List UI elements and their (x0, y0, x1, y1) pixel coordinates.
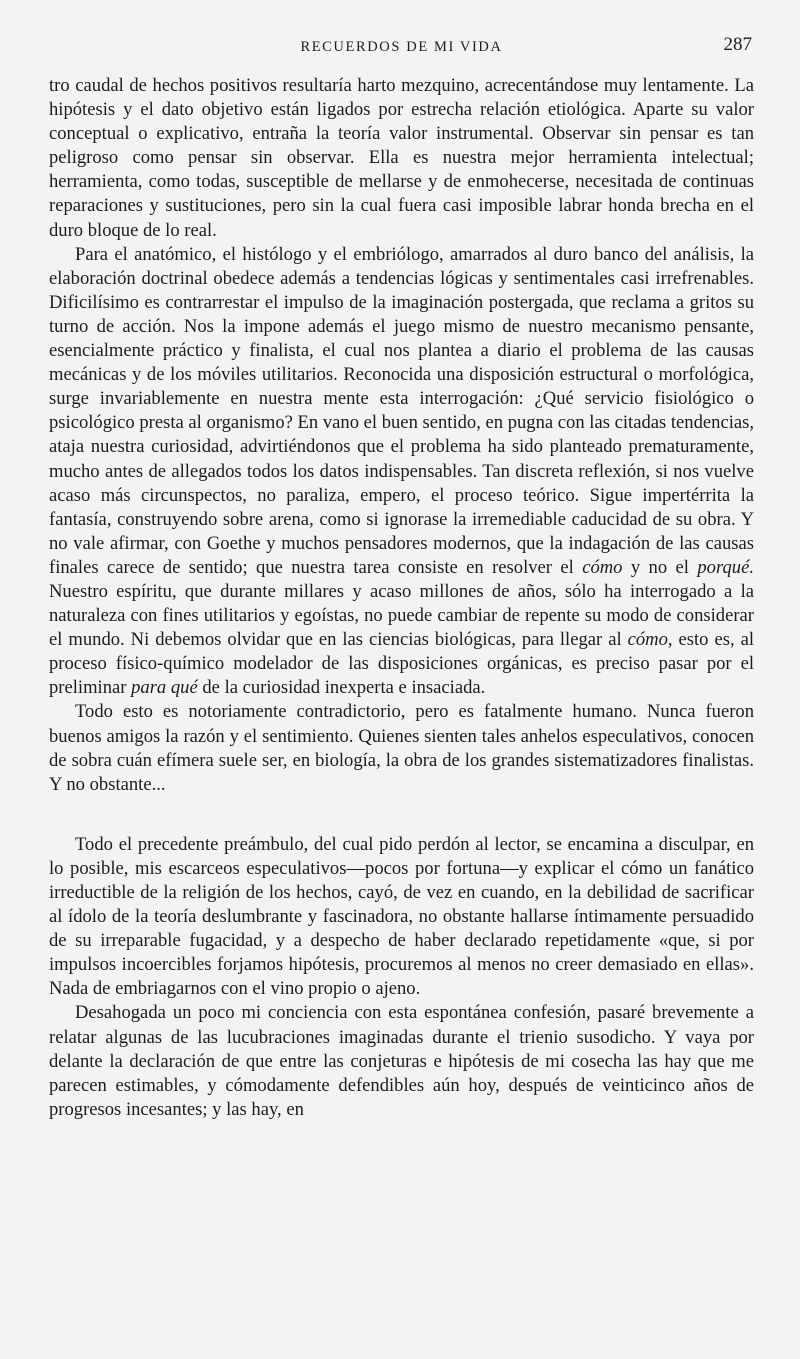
paragraph-p2 (49, 243, 754, 701)
text-segment: Nuestro espíritu, que durante millares y acaso millones de años, sólo ha interrogado a la naturaleza con fines utilitarios y egoístas, no puede cambiar de repente su modo de considerar el mundo. Ni debemos olvidar que en las ciencias biológicas, para llegar al (49, 580, 754, 651)
paragraph-p3 (49, 700, 754, 796)
section-gap (49, 797, 754, 833)
text-segment: esto es, al proceso físico-químico modelador de las disposiciones orgánicas, es preciso pasar por el preliminar (49, 629, 755, 699)
page-number: 287 (723, 34, 752, 55)
running-title: RECUERDOS DE MI VIDA (300, 39, 503, 55)
book-page (0, 34, 800, 1359)
text-segment: tro caudal de hechos positivos resultaría harto mezquino, acrecentándose muy lentamente. La hipótesis y el dato objetivo están ligados por estrecha relación etiológica. Aparte su valor conceptual o explicativo, entraña la teoría valor instrumental. Observar sin pensar es tan peligroso como pensar sin observar. Ella es nuestra mejor herramienta intelectual; herramienta, como todas, susceptible de mellarse y de enmohecerse, necesitada de continuas reparaciones y sustituciones, pero sin la cual fuera casi imposible labrar honda brecha en el duro bloque de lo real. (49, 75, 754, 241)
paragraph-p4 (49, 833, 754, 1002)
paragraph-p1 (49, 74, 754, 243)
text-segment: Todo esto es notoriamente contradictorio, pero es fatalmente humano. Nunca fueron buenos amigos la razón y el sentimiento. Quienes sienten tales anhelos especulativos, conocen de sobra cuán efímera suele ser, en biología, la obra de los grandes sistematizadores finalistas. Y no obstante... (49, 701, 754, 795)
paragraph-p5 (49, 1001, 754, 1121)
text-segment: Todo el precedente preámbulo, del cual pido perdón al lector, se encamina a disculpar, en lo posible, mis escarceos especulativos—pocos por fortuna—y explicar el cómo un fanático irreductible de la religión de los hechos, cayó, de vez en cuando, en la debilidad de sacrificar al ídolo de la teoría deslumbrante y fascinadora, no obstante hallarse íntimamente persuadido de su irreparable fugacidad, y a despecho de haber declarado repetidamente «que, si por impulsos incoercibles forjamos hipótesis, procuremos al menos no creer demasiado en ellas». Nada de embriagarnos con el vino propio o ajeno. (49, 833, 754, 1000)
text-segment: Desahogada un poco mi conciencia con esta espontánea confesión, pasaré brevemente a relatar algunas de las lucubraciones imaginadas durante el trienio susodicho. Y vaya por delante la declaración de que entre las conjeturas e hipótesis de mi cosecha las hay que me parecen estimables, y cómodamente defendibles aún hoy, después de veinticinco años de progresos incesantes; y las hay, en (49, 1002, 754, 1120)
text-segment: de la curiosidad inexperta e insaciada. (197, 677, 486, 699)
running-head (49, 34, 754, 74)
body-text (49, 74, 754, 1122)
italic-segment: porqué. (697, 556, 754, 578)
text-segment: y no el (622, 556, 698, 578)
text-segment: Para el anatómico, el histólogo y el embriólogo, amarrados al duro banco del análisis, la elaboración doctrinal obedece además a tendencias lógicas y sentimentales casi irrefrenables. Dificilísimo es contrarrestar el impulso de la imaginación postergada, que reclama a gritos su turno de acción. Nos la impone además el juego mismo de nuestro mecanismo pensante, esencialmente práctico y finalista, el cual nos plantea a diario el problema de las causas mecánicas y de los móviles utilitarios. Reconocida una disposición estructural o morfológica, surge invariablemente en nuestra mente esta interrogación: ¿Qué servicio fisiológico o psicológico presta al organismo? En vano el buen sentido, en pugna con las citadas tendencias, ataja nuestra curiosidad, advirtiéndonos que el problema ha sido planteado prematuramente, mucho antes de allegados todos los datos indispensables. Tan discreta reflexión, si nos vuelve acaso más circunspectos, no paraliza, empero, el proceso teórico. Sigue impertérrita la fantasía, construyendo sobre arena, como si ignorase la irremediable caducidad de su obra. Y no vale afirmar, con Goethe y muchos pensadores modernos, que la indagación de las causas finales carece de sentido; que nuestra tarea consiste en resolver el (49, 243, 754, 578)
italic-segment: cómo (582, 556, 623, 578)
italic-segment: para qué (131, 677, 198, 699)
italic-segment: cómo, (627, 629, 673, 651)
